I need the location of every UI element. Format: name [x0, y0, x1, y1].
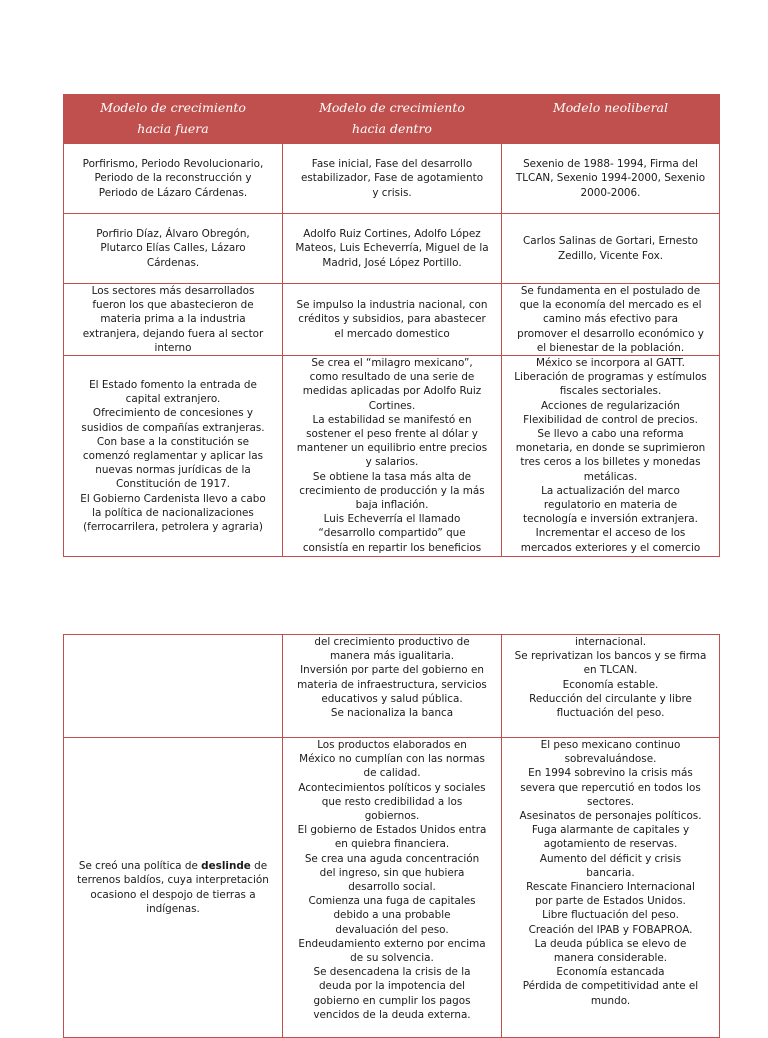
- cell-text: Se creó una política de: [78, 860, 202, 873]
- table-cell-deslinde: [64, 738, 283, 1038]
- table-row: [64, 284, 720, 356]
- table-cell: El peso mexicano continuo sobrevaluándose. En 1994 sobrevino la crisis más severa que repercutió en todos los sectores. Asesinatos de personajes políticos. Fuga alarmante de capitales y agotamiento de reservas. Aumento del déficit y crisis bancaria. Rescate Financiero Internacional por parte de Estados Unidos. Libre fluctuación del peso. Creación del IPAB y FOBAPROA. La deuda pública se elevo de manera considerable. Economía estancada Pérdida de competitividad ante el mundo.: [502, 738, 720, 1038]
- table-cell: Porfirio Díaz, Álvaro Obregón, Plutarco Elías Calles, Lázaro Cárdenas.: [64, 214, 283, 284]
- table-cell-empty: [64, 635, 283, 738]
- table-cell: Los productos elaborados en México no cumplían con las normas de calidad. Acontecimientos políticos y sociales que resto credibilidad a los gobiernos. El gobierno de Estados Unidos entra en quiebra financiera. Se crea una aguda concentración del ingreso, sin que hubiera desarrollo social. Comienza una fuga de capitales debido a una probable devaluación del peso. Endeudamiento externo por encima de su solvencia. Se desencadena la crisis de la deuda por la impotencia del gobierno en cumplir los pagos vencidos de la deuda externa.: [283, 738, 502, 1038]
- table-cell: Fase inicial, Fase del desarrollo estabilizador, Fase de agotamiento y crisis.: [283, 144, 502, 214]
- table-cell: del crecimiento productivo de manera más igualitaria. Inversión por parte del gobierno en materia de infraestructura, servicios educativos y salud pública. Se nacionaliza la banca: [283, 635, 502, 738]
- table-cell: Se impulso la industria nacional, con créditos y subsidios, para abastecer el mercado domestico: [283, 284, 502, 356]
- header-hacia-dentro: Modelo de crecimiento hacia dentro: [283, 95, 502, 144]
- table-cell: Sexenio de 1988- 1994, Firma del TLCAN, Sexenio 1994-2000, Sexenio 2000-2006.: [502, 144, 720, 214]
- table-cell: Porfirismo, Periodo Revolucionario, Periodo de la reconstrucción y Periodo de Lázaro Cárdenas.: [64, 144, 283, 214]
- comparison-table-top: [63, 94, 720, 557]
- table-cell: El Estado fomento la entrada de capital extranjero. Ofrecimiento de concesiones y susidios de compañías extranjeras. Con base a la constitución se comenzó reglamentar y aplicar las nuevas normas jurídicas de la Constitución de 1917. El Gobierno Cardenista llevo a cabo la política de nacionalizaciones (ferrocarrilera, petrolera y agraria): [64, 356, 283, 557]
- table-row: [64, 356, 720, 557]
- table-row: [64, 738, 720, 1038]
- header-row: [64, 95, 720, 144]
- header-neoliberal: Modelo neoliberal: [502, 95, 720, 144]
- header-hacia-fuera: Modelo de crecimiento hacia fuera: [64, 95, 283, 144]
- cell-text-bold: deslinde: [201, 860, 251, 873]
- cell-text: de terrenos baldíos, cuya interpretación ocasiono el despojo de tierras a indígenas.: [77, 860, 269, 915]
- table-row: [64, 144, 720, 214]
- table-cell: Carlos Salinas de Gortari, Ernesto Zedillo, Vicente Fox.: [502, 214, 720, 284]
- table-cell: Se fundamenta en el postulado de que la economía del mercado es el camino más efectivo para promover el desarrollo económico y el bienestar de la población.: [502, 284, 720, 356]
- table-row: [64, 635, 720, 738]
- comparison-table-continued: [63, 634, 720, 1038]
- table-cell: internacional. Se reprivatizan los bancos y se firma en TLCAN. Economía estable. Reducción del circulante y libre fluctuación del peso.: [502, 635, 720, 738]
- table-cell: Se crea el “milagro mexicano”, como resultado de una serie de medidas aplicadas por Adolfo Ruiz Cortines. La estabilidad se manifestó en sostener el peso frente al dólar y mantener un equilibrio entre precios y salarios. Se obtiene la tasa más alta de crecimiento de producción y la más baja inflación. Luis Echeverría el llamado “desarrollo compartido” que consistía en repartir los beneficios: [283, 356, 502, 557]
- table-row: [64, 214, 720, 284]
- table-cell: México se incorpora al GATT. Liberación de programas y estímulos fiscales sectoriales. Acciones de regularización Flexibilidad de control de precios. Se llevo a cabo una reforma monetaria, en donde se suprimieron tres ceros a los billetes y monedas metálicas. La actualización del marco regulatorio en materia de tecnología e inversión extranjera. Incrementar el acceso de los mercados exteriores y el comercio: [502, 356, 720, 557]
- table-cell: Los sectores más desarrollados fueron los que abastecieron de materia prima a la industria extranjera, dejando fuera al sector interno: [64, 284, 283, 356]
- table-cell: Adolfo Ruiz Cortines, Adolfo López Mateos, Luis Echeverría, Miguel de la Madrid, José López Portillo.: [283, 214, 502, 284]
